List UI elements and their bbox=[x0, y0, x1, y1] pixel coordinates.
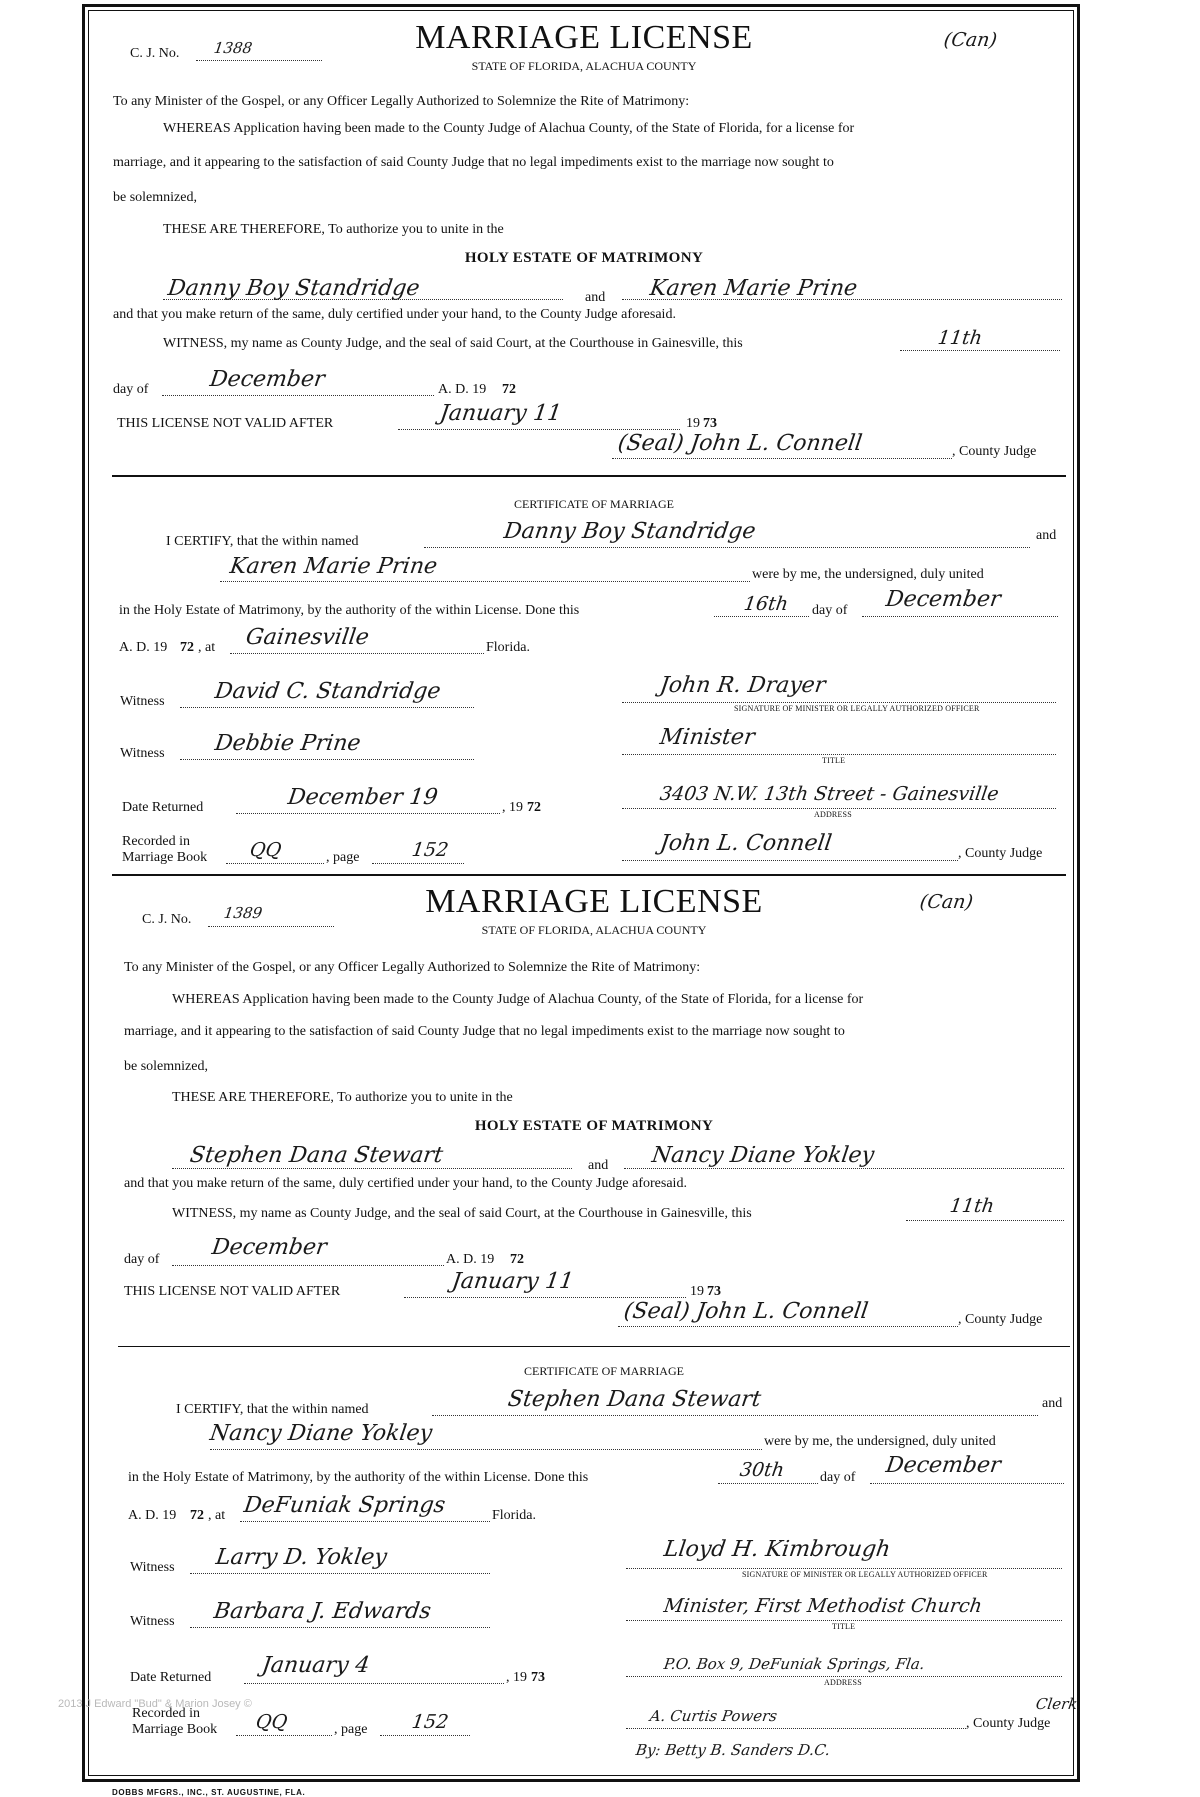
title-label: TITLE bbox=[832, 1622, 856, 1631]
officer-title-line bbox=[622, 754, 1056, 755]
issue-day: 11th bbox=[948, 1195, 996, 1217]
cert-bride-line bbox=[210, 1449, 762, 1450]
place-line bbox=[230, 653, 484, 654]
recorded-label-2: Marriage Book bbox=[132, 1722, 218, 1737]
officer-address-line bbox=[626, 1676, 1062, 1677]
not-valid-label: THIS LICENSE NOT VALID AFTER bbox=[124, 1284, 341, 1299]
done-year: 72 bbox=[190, 1508, 204, 1523]
copyright-watermark: 2013 J Edward "Bud" & Marion Josey © bbox=[58, 1698, 252, 1710]
certify-label: I CERTIFY, that the within named bbox=[176, 1402, 369, 1417]
county-judge-label: , County Judge bbox=[958, 846, 1043, 861]
county-judge-label: , County Judge bbox=[952, 444, 1037, 459]
expiry-date: January 11 bbox=[450, 1269, 576, 1294]
whereas-line-3: be solemnized, bbox=[124, 1059, 208, 1074]
marriage-place: DeFuniak Springs bbox=[242, 1493, 447, 1518]
done-day-line bbox=[714, 616, 809, 617]
place-line bbox=[240, 1521, 490, 1522]
issue-month-line bbox=[172, 1265, 444, 1266]
address-label: ADDRESS bbox=[814, 810, 852, 819]
witness2-name: Barbara J. Edwards bbox=[212, 1599, 433, 1624]
returned-year-label: , 19 bbox=[506, 1670, 527, 1685]
whereas-line-3: be solemnized, bbox=[113, 190, 197, 205]
return-line: and that you make return of the same, duly certified under your hand, to the County Judge aforesaid. bbox=[113, 307, 676, 322]
cj-label: C. J. No. bbox=[142, 912, 192, 927]
issue-month: December bbox=[210, 1235, 329, 1260]
witness1-name: David C. Standridge bbox=[213, 679, 443, 704]
returned-year: 73 bbox=[531, 1670, 545, 1685]
done-month-line bbox=[862, 616, 1058, 617]
judge-signature: (Seal) John L. Connell bbox=[622, 1299, 870, 1324]
done-month: December bbox=[884, 1453, 1003, 1478]
clerk-note: Clerk bbox=[1034, 1695, 1079, 1713]
returned-date-line bbox=[244, 1683, 504, 1684]
returned-date: December 19 bbox=[286, 785, 440, 810]
printer-footer: DOBBS MFGRS., INC., ST. AUGUSTINE, FLA. bbox=[112, 1788, 306, 1797]
returned-date: January 4 bbox=[260, 1653, 372, 1678]
holy-line: in the Holy Estate of Matrimony, by the authority of the within License. Done this bbox=[128, 1470, 589, 1485]
recorded-label-2: Marriage Book bbox=[122, 850, 208, 865]
done-day: 30th bbox=[738, 1459, 786, 1481]
cert-bride-name: Karen Marie Prine bbox=[228, 554, 439, 579]
returned-label: Date Returned bbox=[122, 800, 204, 815]
witness-label-2: Witness bbox=[130, 1614, 175, 1629]
recorded-label-1: Recorded in bbox=[122, 834, 191, 849]
witness2-name: Debbie Prine bbox=[213, 731, 363, 756]
page-line bbox=[372, 863, 464, 864]
recorder-signature: A. Curtis Powers bbox=[648, 1707, 779, 1725]
judge-signature: (Seal) John L. Connell bbox=[616, 431, 864, 456]
cj-no-line bbox=[208, 926, 334, 927]
returned-date-line bbox=[236, 813, 500, 814]
separator-1 bbox=[112, 475, 1066, 477]
expiry-year: 73 bbox=[703, 416, 717, 431]
address-line: To any Minister of the Gospel, or any Officer Legally Authorized to Solemnize the Rite of Matrimony: bbox=[113, 94, 690, 109]
holy-line: in the Holy Estate of Matrimony, by the authority of the within License. Done this bbox=[119, 603, 580, 618]
certificate-title: CERTIFICATE OF MARRIAGE bbox=[524, 1364, 684, 1378]
therefore-line: THESE ARE THEREFORE, To authorize you to unite in the bbox=[172, 1090, 513, 1105]
cert-groom-name: Danny Boy Standridge bbox=[502, 519, 758, 544]
certificate-title: CERTIFICATE OF MARRIAGE bbox=[514, 497, 674, 511]
expiry-year-label: 19 bbox=[690, 1284, 704, 1299]
witness2-line bbox=[180, 759, 474, 760]
expiry-year: 73 bbox=[707, 1284, 721, 1299]
witness-line: WITNESS, my name as County Judge, and the seal of said Court, at the Courthouse in Gainesville, this bbox=[163, 336, 743, 351]
recorder-line bbox=[626, 1728, 966, 1729]
done-day: 16th bbox=[742, 593, 790, 615]
at-label: , at bbox=[198, 640, 216, 655]
bride-name: Karen Marie Prine bbox=[648, 276, 859, 301]
separator-2 bbox=[112, 874, 1066, 876]
officer-address-line bbox=[622, 808, 1056, 809]
issue-year: 72 bbox=[510, 1252, 524, 1267]
and-word: and bbox=[1036, 528, 1057, 543]
judge-line bbox=[618, 1326, 958, 1327]
holy-estate-heading: HOLY ESTATE OF MATRIMONY bbox=[464, 250, 704, 266]
whereas-line-2: marriage, and it appearing to the satisfaction of said County Judge that no legal impediments exist to the marriage now sought to bbox=[113, 155, 834, 170]
cj-number: 1388 bbox=[212, 39, 254, 57]
whereas-line-1: WHEREAS Application having been made to the County Judge of Alachua County, of the State of Florida, for a license for bbox=[172, 992, 864, 1007]
witness2-line bbox=[190, 1627, 490, 1628]
ad-label: A. D. 19 bbox=[128, 1508, 177, 1523]
officer-title: Minister bbox=[658, 725, 757, 750]
whereas-line-2: marriage, and it appearing to the satisfaction of said County Judge that no legal impediments exist to the marriage now sought to bbox=[124, 1024, 845, 1039]
officer-signature-line bbox=[626, 1568, 1062, 1569]
page-label: , page bbox=[334, 1722, 368, 1737]
florida-label: Florida. bbox=[486, 640, 530, 655]
county-judge-label: , County Judge bbox=[958, 1312, 1043, 1327]
returned-year-label: , 19 bbox=[502, 800, 523, 815]
done-month-line bbox=[870, 1483, 1064, 1484]
cj-no-line bbox=[196, 60, 322, 61]
issue-day-line bbox=[900, 350, 1060, 351]
groom-name: Stephen Dana Stewart bbox=[188, 1143, 445, 1168]
book-line bbox=[236, 1735, 332, 1736]
corner-note: (Can) bbox=[918, 891, 975, 913]
and-word: and bbox=[588, 1158, 609, 1173]
florida-label: Florida. bbox=[492, 1508, 536, 1523]
done-month: December bbox=[884, 587, 1003, 612]
officer-signature: Lloyd H. Kimbrough bbox=[662, 1537, 892, 1562]
title-label: TITLE bbox=[822, 756, 846, 765]
officer-title-line bbox=[626, 1620, 1062, 1621]
cert-bride-line bbox=[220, 581, 750, 582]
page-label: , page bbox=[326, 850, 360, 865]
recorder-signature: John L. Connell bbox=[658, 831, 834, 856]
expiry-line bbox=[404, 1297, 686, 1298]
cj-label: C. J. No. bbox=[130, 46, 180, 61]
day-of-label: day of bbox=[812, 603, 848, 618]
ad-label: A. D. 19 bbox=[438, 382, 487, 397]
holy-estate-heading: HOLY ESTATE OF MATRIMONY bbox=[474, 1118, 714, 1134]
whereas-line-1: WHEREAS Application having been made to the County Judge of Alachua County, of the State of Florida, for a license for bbox=[163, 121, 855, 136]
officer-signature-label: SIGNATURE OF MINISTER OR LEGALLY AUTHORIZED OFFICER bbox=[742, 1570, 988, 1579]
cert-bride-name: Nancy Diane Yokley bbox=[208, 1421, 434, 1446]
returned-year: 72 bbox=[527, 800, 541, 815]
cert-groom-line bbox=[432, 1415, 1038, 1416]
returned-label: Date Returned bbox=[130, 1670, 212, 1685]
officer-title: Minister, First Methodist Church bbox=[662, 1595, 984, 1617]
and-word: and bbox=[585, 290, 606, 305]
at-label: , at bbox=[208, 1508, 226, 1523]
not-valid-label: THIS LICENSE NOT VALID AFTER bbox=[117, 416, 334, 431]
book-number: QQ bbox=[254, 1711, 289, 1733]
book-number: QQ bbox=[248, 839, 283, 861]
recorder-line bbox=[622, 860, 958, 861]
day-of-label: day of bbox=[820, 1470, 856, 1485]
witness-label-1: Witness bbox=[130, 1560, 175, 1575]
therefore-line: THESE ARE THEREFORE, To authorize you to unite in the bbox=[163, 222, 504, 237]
address-label: ADDRESS bbox=[824, 1678, 862, 1687]
book-line bbox=[226, 863, 324, 864]
bride-name: Nancy Diane Yokley bbox=[650, 1143, 876, 1168]
officer-address: P.O. Box 9, DeFuniak Springs, Fla. bbox=[662, 1655, 926, 1673]
witness-label-2: Witness bbox=[120, 746, 165, 761]
officer-signature-line bbox=[622, 702, 1056, 703]
witness1-line bbox=[190, 1573, 490, 1574]
witness1-name: Larry D. Yokley bbox=[214, 1545, 389, 1570]
day-of-label: day of bbox=[113, 382, 149, 397]
witness-line: WITNESS, my name as County Judge, and the seal of said Court, at the Courthouse in Gainesville, this bbox=[172, 1206, 752, 1221]
and-word: and bbox=[1042, 1396, 1063, 1411]
address-line: To any Minister of the Gospel, or any Officer Legally Authorized to Solemnize the Rite of Matrimony: bbox=[124, 960, 701, 975]
issue-day-line bbox=[906, 1220, 1064, 1221]
return-line: and that you make return of the same, duly certified under your hand, to the County Judge aforesaid. bbox=[124, 1176, 687, 1191]
judge-line bbox=[612, 458, 952, 459]
united-label: were by me, the undersigned, duly united bbox=[752, 567, 984, 582]
expiry-year-label: 19 bbox=[686, 416, 700, 431]
done-day-line bbox=[718, 1483, 818, 1484]
officer-signature-label: SIGNATURE OF MINISTER OR LEGALLY AUTHORIZED OFFICER bbox=[734, 704, 980, 713]
ad-label: A. D. 19 bbox=[446, 1252, 495, 1267]
license-title: MARRIAGE LICENSE bbox=[425, 883, 763, 920]
officer-signature: John R. Drayer bbox=[658, 673, 828, 698]
witness1-line bbox=[180, 707, 474, 708]
groom-name: Danny Boy Standridge bbox=[166, 276, 422, 301]
officer-address: 3403 N.W. 13th Street - Gainesville bbox=[658, 783, 1001, 805]
recorder-deputy: By: Betty B. Sanders D.C. bbox=[634, 1741, 832, 1759]
issue-day: 11th bbox=[936, 327, 984, 349]
license-subtitle: STATE OF FLORIDA, ALACHUA COUNTY bbox=[471, 59, 697, 73]
expiry-date: January 11 bbox=[438, 401, 564, 426]
day-of-label: day of bbox=[124, 1252, 160, 1267]
ad-label: A. D. 19 bbox=[119, 640, 168, 655]
groom-line bbox=[172, 1168, 572, 1169]
cert-groom-line bbox=[424, 547, 1030, 548]
done-year: 72 bbox=[180, 640, 194, 655]
separator-3 bbox=[118, 1346, 1070, 1347]
cert-groom-name: Stephen Dana Stewart bbox=[506, 1387, 763, 1412]
page-number: 152 bbox=[410, 839, 450, 861]
issue-year: 72 bbox=[502, 382, 516, 397]
license-subtitle: STATE OF FLORIDA, ALACHUA COUNTY bbox=[481, 923, 707, 937]
recorded-label-1: Recorded in bbox=[132, 1706, 201, 1721]
bride-line bbox=[624, 1168, 1064, 1169]
cj-number: 1389 bbox=[222, 904, 264, 922]
page-number: 152 bbox=[410, 1711, 450, 1733]
license-title: MARRIAGE LICENSE bbox=[415, 19, 753, 56]
marriage-place: Gainesville bbox=[244, 625, 371, 650]
certify-label: I CERTIFY, that the within named bbox=[166, 534, 359, 549]
page-line bbox=[380, 1735, 470, 1736]
issue-month: December bbox=[208, 367, 327, 392]
issue-month-line bbox=[162, 395, 434, 396]
witness-label-1: Witness bbox=[120, 694, 165, 709]
united-label: were by me, the undersigned, duly united bbox=[764, 1434, 996, 1449]
county-judge-label: , County Judge bbox=[966, 1716, 1051, 1731]
corner-note: (Can) bbox=[942, 29, 999, 51]
expiry-line bbox=[398, 429, 680, 430]
